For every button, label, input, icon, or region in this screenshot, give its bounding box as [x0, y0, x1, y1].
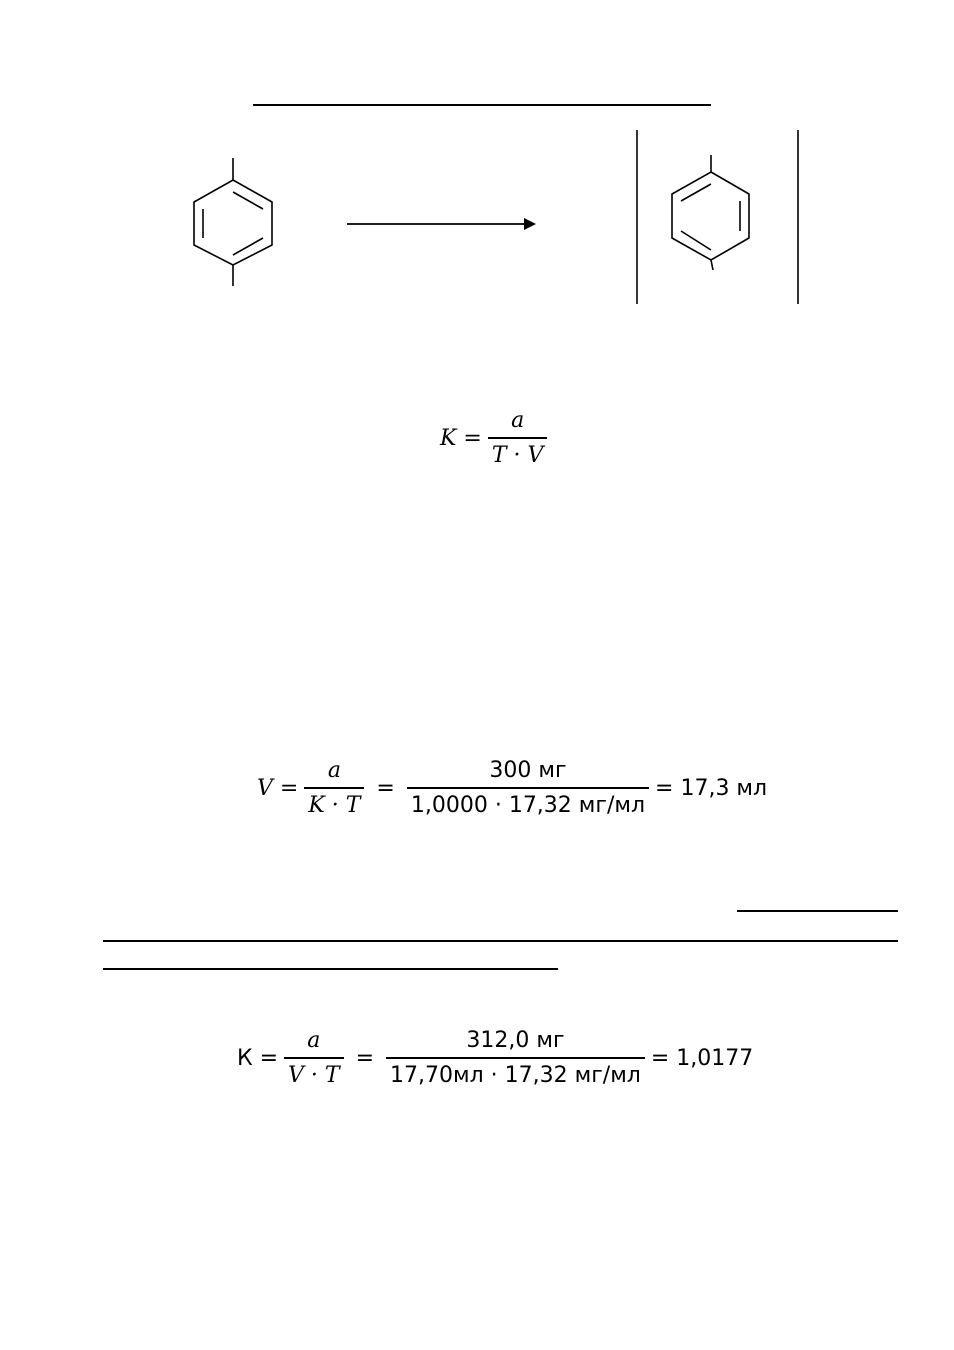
- formula-kc-equals: =: [355, 1045, 375, 1071]
- reaction-arrow: [347, 218, 536, 230]
- formula-k-fraction: [488, 408, 548, 468]
- formula-kc-fraction-2: [386, 1028, 645, 1088]
- formula-kc-frac2-numerator: 312,0 мг: [466, 1028, 565, 1053]
- reaction-scheme: [0, 0, 954, 320]
- formula-kc-frac1-denominator: V · T: [288, 1063, 340, 1088]
- formula-k-lhs: K =: [440, 425, 482, 451]
- formula-kc-fraction-1: [284, 1028, 344, 1088]
- formula-k-denominator: T · V: [491, 443, 544, 468]
- formula-v-frac1-numerator: a: [327, 758, 341, 783]
- formula-k-general: [440, 408, 553, 468]
- formula-v-frac2-numerator: 300 мг: [489, 758, 567, 783]
- formula-kc-frac2-denominator: 17,70мл · 17,32 мг/мл: [390, 1063, 641, 1088]
- formula-v-lhs: V =: [257, 775, 299, 801]
- benzene-ring-right: [672, 155, 749, 270]
- formula-v-frac2-denominator: 1,0000 · 17,32 мг/мл: [410, 793, 646, 818]
- formula-k-calc: [237, 1028, 753, 1088]
- blank-line-1: [737, 910, 898, 912]
- formula-kc-lhs: К =: [237, 1045, 279, 1071]
- formula-v-fraction-2: [407, 758, 649, 818]
- blank-line-2: [103, 940, 898, 942]
- formula-kc-frac1-numerator: a: [307, 1028, 321, 1053]
- formula-k-numerator: a: [511, 408, 525, 433]
- formula-kc-result: = 1,0177: [650, 1045, 754, 1071]
- formula-v-calc: [257, 758, 767, 818]
- formula-v-equals: =: [376, 775, 395, 801]
- formula-v-frac1-denominator: K · T: [308, 793, 361, 818]
- blank-line-3: [103, 968, 558, 970]
- formula-v-fraction-1: [304, 758, 364, 818]
- benzene-ring-left: [194, 158, 272, 286]
- formula-v-result: = 17,3 мл: [655, 775, 768, 801]
